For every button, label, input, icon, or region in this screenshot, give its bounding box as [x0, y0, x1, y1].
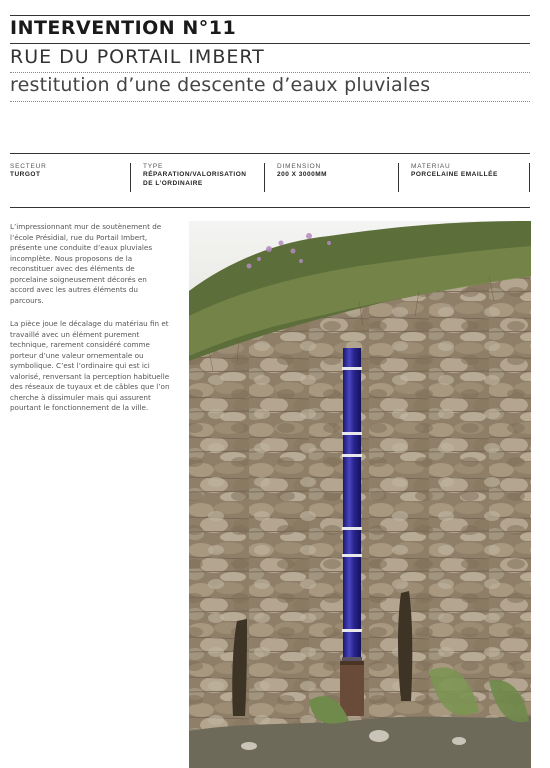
meta-divider-1 — [130, 163, 131, 192]
meta-divider-2 — [264, 163, 265, 192]
dimension-value: 200 X 3000MM — [277, 171, 328, 178]
secteur-label: SECTEUR — [10, 163, 47, 170]
pipe-shaft — [343, 348, 361, 661]
photo-illustration — [189, 221, 531, 768]
meta-divider-3 — [398, 163, 399, 192]
street-name: RUE DU PORTAIL IMBERT — [10, 46, 265, 68]
project-subtitle: restitution d’une descente d’eaux pluviales — [10, 74, 431, 96]
meta-bottom-rule — [10, 207, 530, 208]
meta-divider-4 — [529, 163, 530, 192]
type-value-line2: DE L’ORDINAIRE — [143, 179, 203, 187]
subtitle-rule — [10, 101, 530, 102]
wall-pipe-photo — [189, 221, 531, 768]
body-paragraph-2: La pièce joue le décalage du matériau fin et travaillé avec un élément purement technique, rarement considéré comme porteur d’une valeur ornementale ou symbolique. C’est l’ordinaire qui est ici valorisé, renversant la perception habituelle des réseaux de tuyaux et de câbles que l’on cherche à dissimuler mais qui assurent pourtant le fonctionnement de la ville. — [10, 319, 170, 412]
intervention-title: INTERVENTION N°11 — [10, 17, 237, 39]
meta-dimension — [277, 163, 327, 195]
meta-top-rule — [10, 153, 530, 154]
meta-secteur — [10, 163, 47, 195]
meta-type — [143, 163, 246, 195]
secteur-value: TURGOT — [10, 171, 41, 178]
dimension-label: DIMENSION — [277, 163, 322, 170]
top-rule — [10, 15, 530, 16]
materiau-value: PORCELAINE EMAILLÉE — [411, 171, 498, 178]
meta-materiau — [411, 163, 498, 195]
street-rule — [10, 72, 530, 73]
type-label: TYPE — [143, 163, 164, 170]
body-paragraph-1: L’impressionnant mur de soutènement de l’école Présidial, rue du Portail Imbert, présente une conduite d’eaux pluviales incomplète. Nous proposons de la reconstituer avec des éléments de porcelaine soigneusement décorés en accord avec les autres éléments du parcours. — [10, 222, 162, 305]
materiau-label: MATERIAU — [411, 163, 451, 170]
title-rule — [10, 43, 530, 44]
type-value-line1: RÉPARATION/VALORISATION — [143, 171, 247, 178]
